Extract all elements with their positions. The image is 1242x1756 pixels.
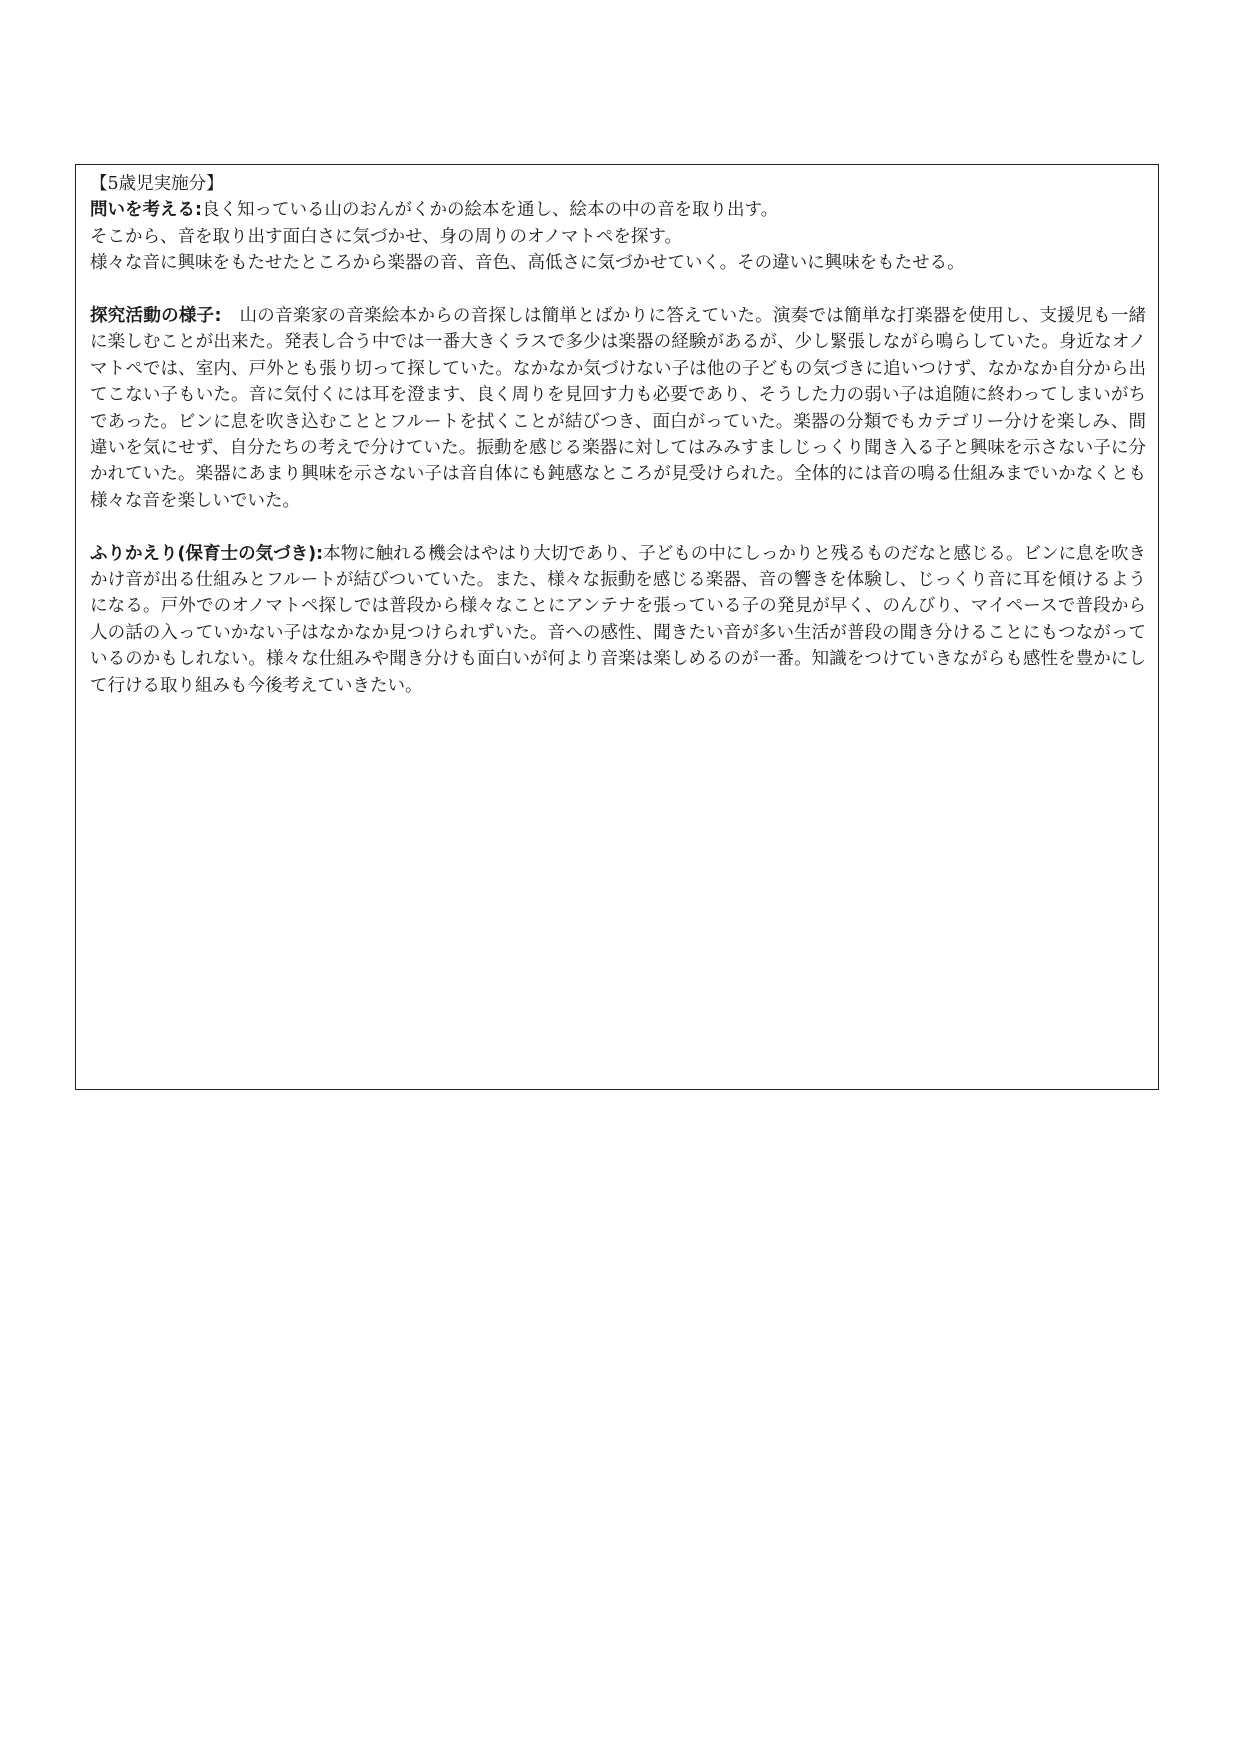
question-line-3: 様々な音に興味をもたせたところから楽器の音、音色、高低さに気づかせていく。その違いに興味をもたせる。 — [90, 253, 965, 274]
activity-label: 探究活動の様子: — [90, 306, 222, 327]
reflection-paragraph — [90, 541, 1146, 699]
question-line-2: そこから、音を取り出す面白さに気づかせ、身の周りのオノマトペを探す。 — [90, 226, 683, 247]
activity-paragraph — [90, 303, 1146, 514]
question-label: 問いを考える: — [90, 200, 202, 221]
reflection-label: ふりかえり(保育士の気づき): — [90, 543, 324, 564]
report-box — [75, 164, 1159, 1090]
reflection-text: 本物に触れる機会はやはり大切であり、子どもの中にしっかりと残るものだなと感じる。ビンに息を吹きかけ音が出る仕組みとフルートが結びついていた。また、様々な振動を感じる楽器、音の響きを体験し、じっくり音に耳を傾けるようになる。戸外でのオノマトペ探しでは普段から様々なことにアンテナを張っている子の発見が早く、のんびり、マイペースで普段から人の話の入っていかない子はなかなか見つけられずいた。音への感性、聞きたい音が多い生活が普段の聞き分けることにもつながっているのかもしれない。様々な仕組みや聞き分けも面白いが何より音楽は楽しめるのが一番。知識をつけていきながらも感性を豊かにして行ける取り組みも今後考えていきたい。 — [90, 543, 1146, 696]
spacer — [90, 277, 1146, 303]
section-title: 【5歳児実施分】 — [90, 174, 224, 194]
question-line-1 — [90, 197, 1146, 223]
spacer — [90, 514, 1146, 540]
activity-text: 山の音楽家の音楽絵本からの音探しは簡単とばかりに答えていた。演奏では簡単な打楽器を使用し、支援児も一緒に楽しむことが出来た。発表し合う中では一番大きくラスで多少は楽器の経験があるが、少し緊張しながら鳴らしていた。身近なオノマトペでは、室内、戸外とも張り切って探していた。なかなか気づけない子は他の子どもの気づきに追いつけず、なかなか自分から出てこない子もいた。音に気付くには耳を澄ます、良く周りを見回す力も必要であり、そうした力の弱い子は追随に終わってしまいがちであった。ビンに息を吹き込むこととフルートを拭くことが結びつき、面白がっていた。楽器の分類でもカテゴリー分けを楽しみ、間違いを気にせず、自分たちの考えで分けていた。振動を感じる楽器に対してはみみすましじっくり聞き入る子と興味を示さない子に分かれていた。楽器にあまり興味を示さない子は音自体にも鈍感なところが見受けられた。全体的には音の鳴る仕組みまでいかなくとも様々な音を楽しいでいた。 — [90, 306, 1147, 511]
question-text-1: 良く知っている山のおんがくかの絵本を通し、絵本の中の音を取り出す。 — [202, 200, 779, 221]
